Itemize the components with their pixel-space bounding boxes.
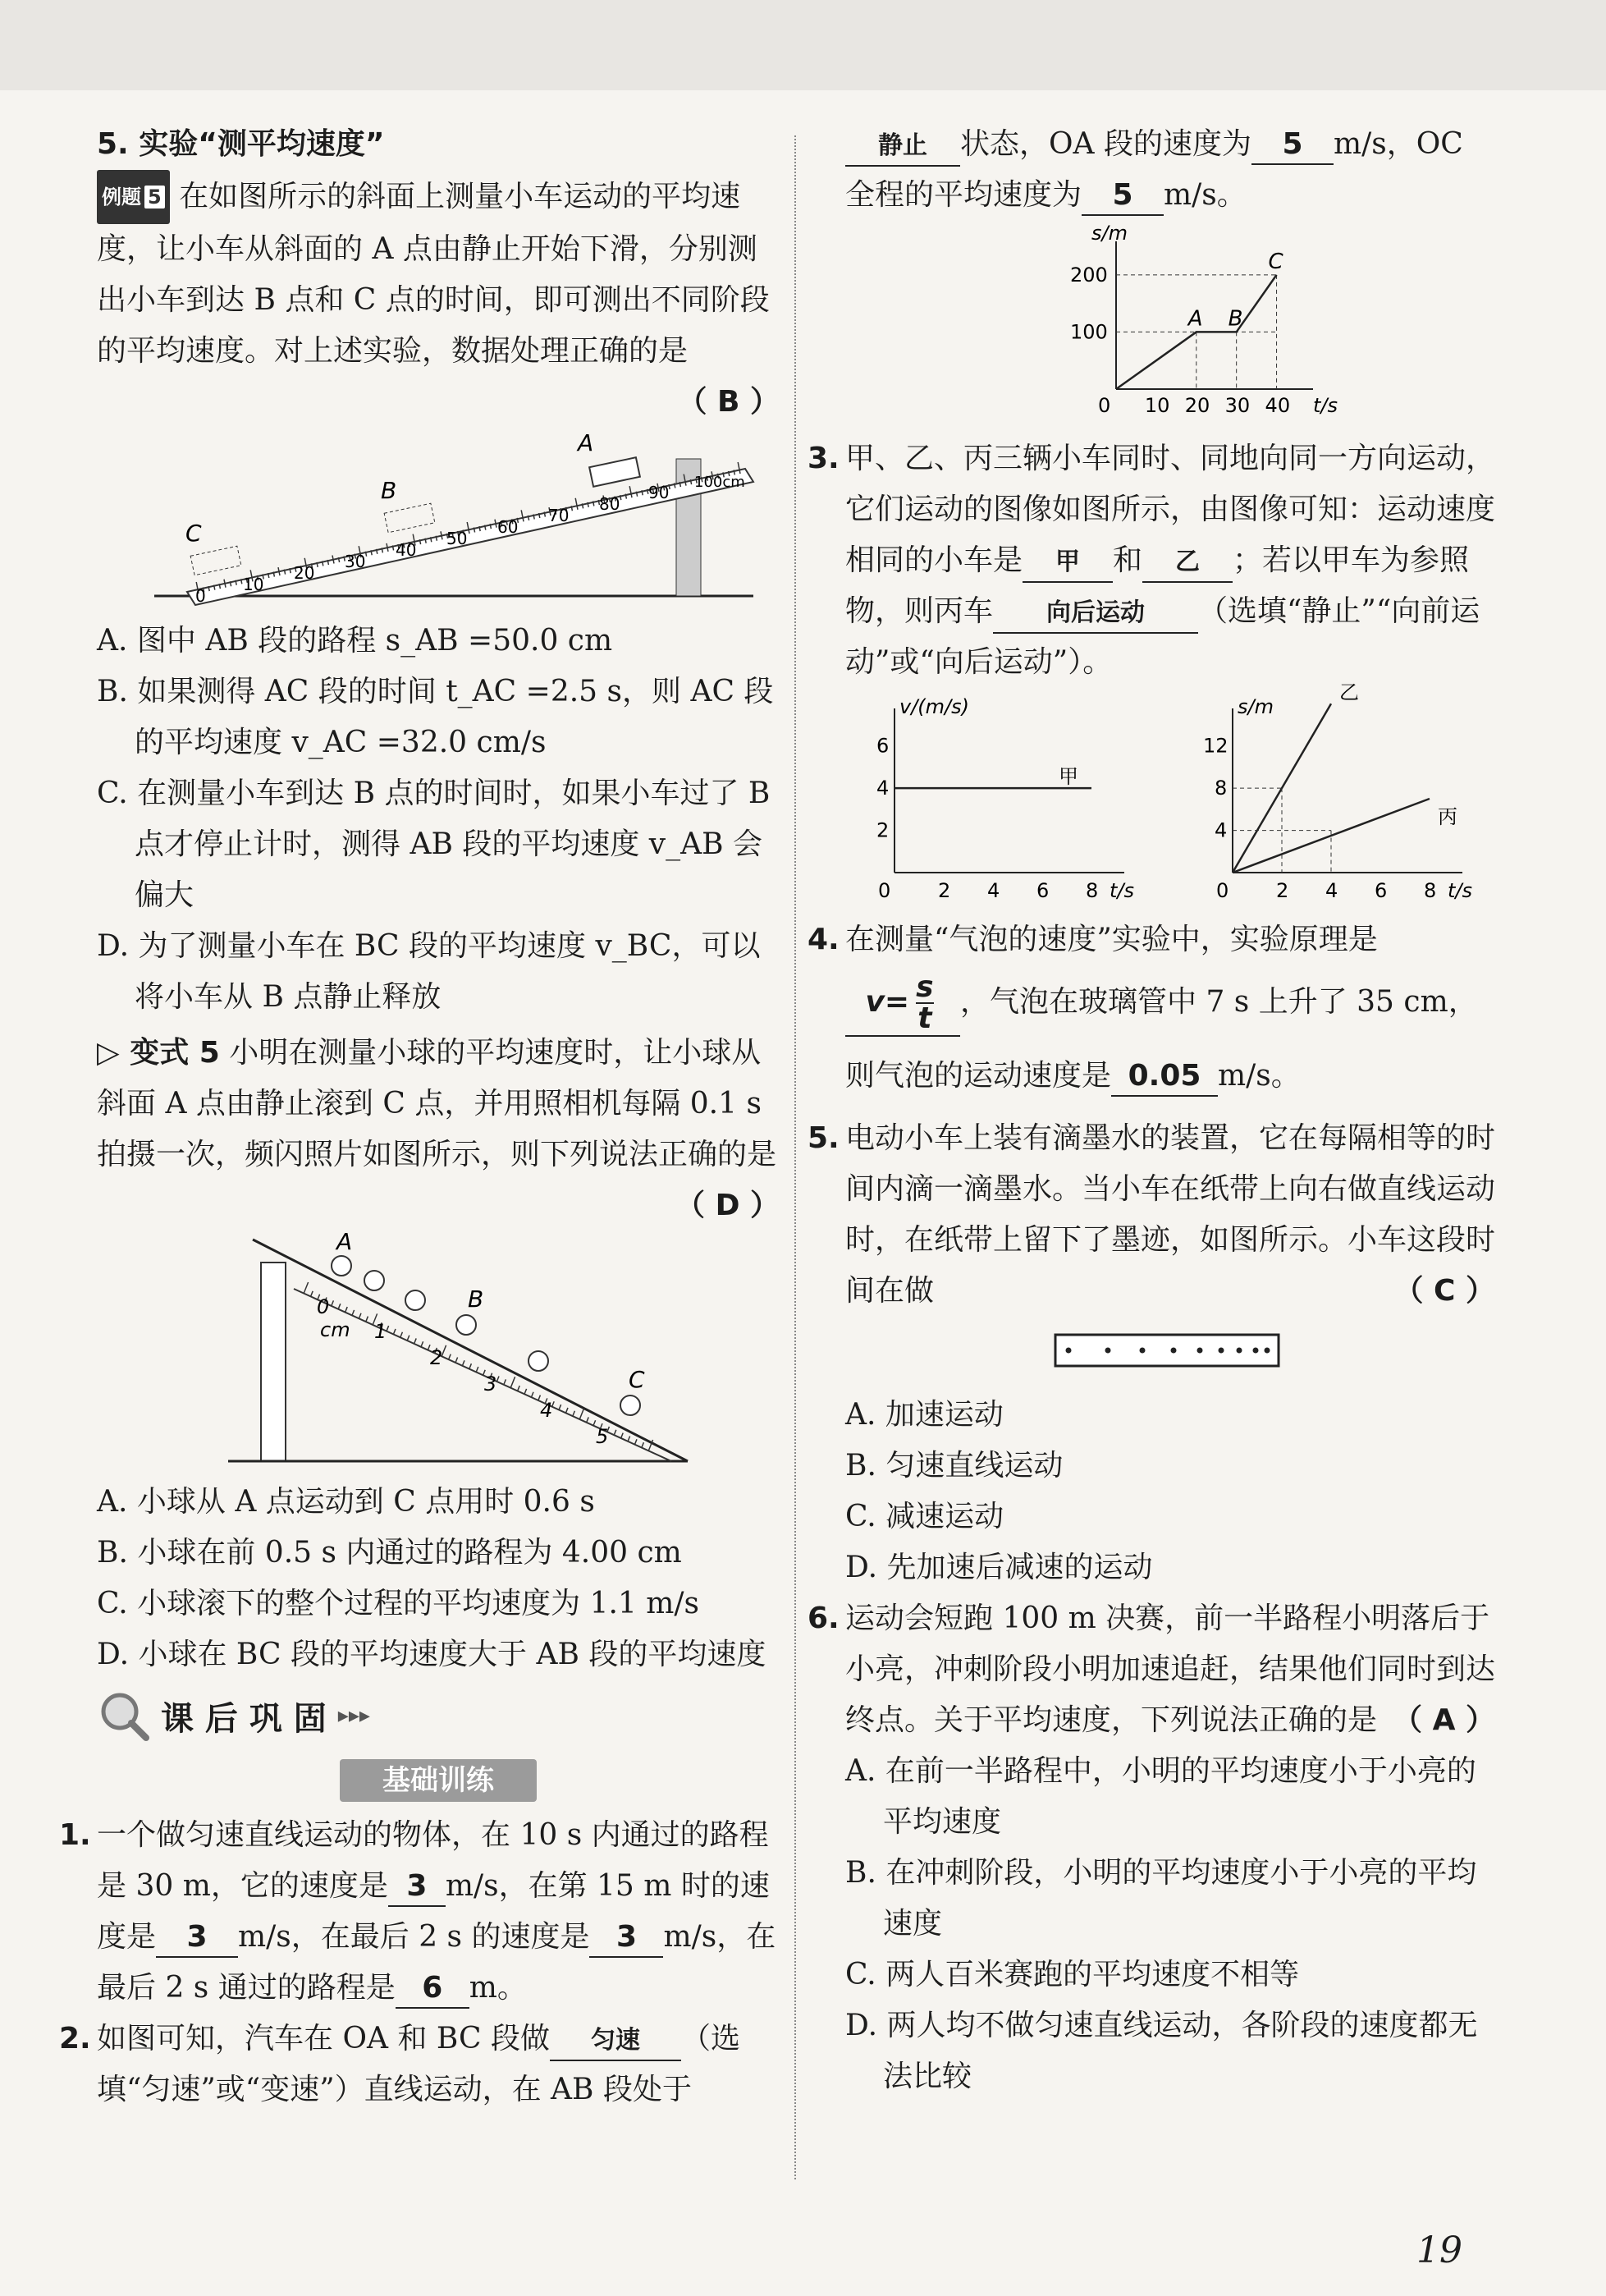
magnifier-icon (97, 1689, 151, 1743)
ramp-tick-mark (352, 1310, 355, 1316)
x-tick-label: 8 (1424, 879, 1437, 902)
ramp-tick-mark (338, 1304, 341, 1309)
question-4: 4. 在测量“气泡的速度”实验中，实验原理是 v= $\frac{s}{t}$ ，气泡在玻璃管中 7 s 上升了 35 cm，则气泡的运动速度是 0.05 m/s。 (845, 914, 1495, 1113)
y-tick-label: 4 (1215, 818, 1228, 842)
answer-blank: 向后运动 (993, 594, 1198, 634)
label-a: A (336, 1228, 353, 1255)
answer-blank: 3 (388, 1868, 446, 1907)
example-5-answer: （ B ） (677, 385, 780, 419)
x-tick-label: 40 (1265, 394, 1291, 417)
tick-0: 0 (317, 1295, 330, 1318)
x-tick-label: 2 (1276, 879, 1289, 902)
point-label: C (1268, 249, 1283, 274)
question-1: 1. 一个做匀速直线运动的物体，在 10 s 内通过的路程是 30 m，它的速度是 3 m/s，在第 15 m 时的速度是 3 m/s，在最后 2 s 的速度是 3 m/s，在最后 2 s 通过的路程是 6 m。 (97, 1810, 780, 2014)
x-tick-label: 0 (1098, 394, 1111, 417)
left-column (59, 119, 780, 2115)
series-label: 丙 (1438, 805, 1457, 828)
tick-4: 4 (540, 1399, 553, 1422)
variant-5-label: ▷ 变式 5 (97, 1036, 220, 1070)
option-a: A. 在前一半路程中，小明的平均速度小于小亮的平均速度 (845, 1754, 1476, 1839)
x-tick-label: 0 (878, 879, 891, 902)
ramp-tick-mark (359, 1313, 361, 1319)
ruler-tick: 50 (446, 529, 468, 548)
point-label: B (1228, 306, 1243, 332)
series-label: 乙 (1339, 681, 1359, 704)
variant-5-answer: （ D ） (675, 1189, 780, 1222)
chart-v-t (845, 696, 1157, 910)
x-tick-label: 30 (1224, 394, 1251, 417)
ramp-tick-mark (310, 1291, 313, 1297)
tick-3: 3 (484, 1373, 497, 1395)
y-tick-label: 2 (876, 818, 890, 842)
option-d: D. 先加速后减速的运动 (845, 1551, 1153, 1584)
section-title: 5. 实验“测平均速度” (97, 127, 385, 161)
y-tick-label: 100 (1070, 320, 1108, 344)
ruler-tick: 20 (294, 563, 315, 583)
label-c: C (629, 1366, 645, 1393)
ramp-tick-mark (304, 1282, 309, 1294)
option-a: A. 小球从 A 点运动到 C 点用时 0.6 s (97, 1485, 595, 1519)
option-b: B. 如果测得 AC 段的时间 t_AC =2.5 s，则 AC 段的平均速度 v_AC =32.0 cm/s (97, 675, 774, 759)
question-2-continued: 静止 状态，OA 段的速度为 5 m/s，OC 全程的平均速度为 5 m/s。 (845, 119, 1495, 221)
answer-blank: 6 (396, 1969, 469, 2009)
y-axis-label: s/m (1238, 695, 1274, 718)
ink-dot (1171, 1348, 1177, 1354)
x-axis-label: t/s (1313, 394, 1338, 417)
answer-blank: 匀速 (550, 2022, 681, 2061)
ink-dot (1066, 1348, 1072, 1354)
option-d: D. 两人均不做匀速直线运动，各阶段的速度都无法比较 (845, 2009, 1478, 2093)
x-axis-label: t/s (1110, 879, 1134, 902)
ink-dot (1253, 1348, 1259, 1354)
top-margin (0, 0, 1606, 90)
question-2: 2. 如图可知，汽车在 OA 和 BC 段做 匀速 （选填“匀速”或“变速”）直线运动，在 AB 段处于 (59, 2022, 740, 2106)
q3-charts (845, 681, 1495, 910)
after-class-title: 课 后 巩 固 (161, 1699, 327, 1738)
y-tick-label: 8 (1215, 777, 1228, 800)
tick-unit: cm (320, 1318, 350, 1341)
answer-blank: 0.05 (1111, 1057, 1218, 1097)
ramp-tick-mark (332, 1300, 334, 1306)
variant-5-stem: 小明在测量小球的平均速度时，让小球从斜面 A 点由静止滚到 C 点，并用照相机每隔 0.1 s 拍摄一次，频闪照片如图所示，则下列说法正确的是 (97, 1036, 777, 1171)
flash-photo-figure (97, 1228, 780, 1469)
example-5-stem: 在如图所示的斜面上测量小车运动的平均速度，让小车从斜面的 A 点由静止开始下滑，分别测出小车到达 B 点和 C 点的时间，即可测出不同阶段的平均速度。对上述实验，数据处理正确的是 (97, 180, 770, 368)
question-3: 3. 甲、乙、丙三辆小车同时、同地向同一方向运动，它们运动的图像如图所示，由图像可知：运动速度相同的小车是 甲 和 乙 ；若以甲车为参照物，则丙车 向后运动 （选填“静止”“向前运动”或“向后运动”）。 v/(m/s) t/s 0 2 4 6 8 2 4 6 甲 s/m t/s 0 2 4 6 8 4 8 12 乙 丙 (845, 433, 1495, 910)
option-b: B. 小球在前 0.5 s 内通过的路程为 4.00 cm (97, 1536, 682, 1570)
y-axis-label: v/(m/s) (899, 695, 969, 718)
example-tag: 例题 5 (97, 170, 170, 224)
ramp-tick-mark (510, 1377, 515, 1388)
option-b: B. 匀速直线运动 (845, 1449, 1064, 1483)
option-a: A. 图中 AB 段的路程 s_AB =50.0 cm (97, 624, 613, 658)
option-c: C. 减速运动 (845, 1500, 1004, 1533)
column-divider (794, 135, 796, 2179)
option-c: C. 两人百米赛跑的平均速度不相等 (845, 1958, 1300, 1991)
ruler-tick: 10 (243, 575, 264, 594)
question-6: 6. 运动会短跑 100 m 决赛，前一半路程小明落后于小亮，冲刺阶段小明加速追赶，结果他们同时到达终点。关于平均速度，下列说法正确的是 （ A ） A. 在前一半路程中，小明的平均速度小于小亮的平均速度 B. 在冲刺阶段，小明的平均速度小于小亮的平均速度 C. 两人百米赛跑的平均速度不相等 D. 两人均不做匀速直线运动，各阶段的速度都无法比较 (845, 1593, 1495, 2102)
basic-training-badge: 基础训练 (340, 1759, 537, 1802)
y-tick-label: 6 (876, 734, 890, 758)
label-b: B (381, 477, 397, 504)
tick-5: 5 (596, 1425, 609, 1448)
y-tick-label: 4 (876, 777, 890, 800)
answer-blank: 5 (1251, 126, 1334, 165)
y-axis-label: s/m (1091, 222, 1128, 245)
variant-5 (97, 1028, 780, 1680)
answer-blank: 静止 (845, 127, 960, 167)
x-tick-label: 4 (987, 879, 1000, 902)
ruler-tick: 100cm (694, 474, 745, 491)
after-class-header (97, 1689, 780, 1743)
example-5 (97, 170, 780, 1023)
series-label: 甲 (1059, 765, 1078, 789)
label-c: C (185, 520, 202, 547)
question-5-answer: （ C ） (1393, 1274, 1495, 1308)
x-tick-label: 2 (938, 879, 951, 902)
formula-blank: v= $\frac{s}{t}$ (845, 969, 960, 1037)
ramp-tick-mark (345, 1307, 347, 1313)
tick-1: 1 (374, 1320, 387, 1343)
option-c: C. 在测量小车到达 B 点的时间时，如果小车过了 B 点才停止计时，测得 AB 段的平均速度 v_AB 会偏大 (97, 777, 771, 912)
option-d: D. 为了测量小车在 BC 段的平均速度 v_BC，可以将小车从 B 点静止释放 (97, 929, 761, 1014)
ruler-tick: 60 (497, 517, 519, 537)
answer-blank: 3 (589, 1918, 663, 1958)
ruler-tick: 40 (396, 540, 417, 560)
chart-s-t-car (845, 221, 1495, 426)
ink-dot (1265, 1348, 1270, 1354)
tick-2: 2 (430, 1346, 443, 1369)
page-number: 19 (1416, 2230, 1462, 2271)
ruler-tick: 90 (648, 483, 670, 502)
ink-dot (1237, 1348, 1242, 1354)
x-tick-label: 4 (1325, 879, 1338, 902)
x-tick-label: 6 (1036, 879, 1050, 902)
ramp-tick-mark (366, 1317, 368, 1322)
option-b: B. 在冲刺阶段，小明的平均速度小于小亮的平均速度 (845, 1856, 1477, 1941)
ruler-tick: 30 (345, 552, 366, 571)
option-c: C. 小球滚下的整个过程的平均速度为 1.1 m/s (97, 1587, 700, 1620)
x-tick-label: 8 (1086, 879, 1099, 902)
option-d: D. 小球在 BC 段的平均速度大于 AB 段的平均速度 (97, 1638, 766, 1671)
ramp-tick-mark (579, 1409, 584, 1420)
y-tick-label: 200 (1070, 263, 1108, 286)
ink-tape-figure (845, 1317, 1495, 1382)
x-tick-label: 0 (1216, 879, 1229, 902)
ramp-tick-mark (393, 1329, 396, 1335)
option-a: A. 加速运动 (845, 1398, 1004, 1432)
ink-dot (1197, 1348, 1203, 1354)
ruler-tick: 0 (195, 586, 206, 606)
x-axis-label: t/s (1448, 879, 1472, 902)
arrows-icon: ▸▸▸ (337, 1703, 370, 1728)
label-b: B (468, 1285, 484, 1313)
chart-s-t-two-cars (1183, 681, 1495, 910)
question-6-answer: （ A ） (1393, 1703, 1495, 1737)
ruler-tick: 80 (599, 494, 620, 514)
ink-dot (1219, 1348, 1224, 1354)
answer-blank: 5 (1082, 176, 1164, 216)
point-label: A (1187, 306, 1203, 332)
question-5: 5. 电动小车上装有滴墨水的装置，它在每隔相等的时间内滴一滴墨水。当小车在纸带上向右做直线运动时，在纸带上留下了墨迹，如图所示。小车这段时间在做 （ C ） A. 加速运动 B. 匀速直线运动 C. 减速运动 D. 先加速后减速的运动 (845, 1113, 1495, 1593)
right-column (808, 119, 1496, 2102)
incline-ruler-figure (97, 428, 780, 608)
label-a: A (578, 429, 594, 456)
ink-dot (1105, 1348, 1111, 1354)
ruler-tick: 70 (548, 506, 570, 525)
ink-dot (1140, 1348, 1146, 1354)
x-tick-label: 20 (1184, 394, 1210, 417)
answer-blank: 乙 (1142, 543, 1233, 583)
x-tick-label: 6 (1375, 879, 1388, 902)
answer-blank: 3 (156, 1918, 238, 1958)
answer-blank: 甲 (1023, 543, 1113, 583)
y-tick-label: 12 (1203, 734, 1229, 758)
x-tick-label: 10 (1144, 394, 1170, 417)
